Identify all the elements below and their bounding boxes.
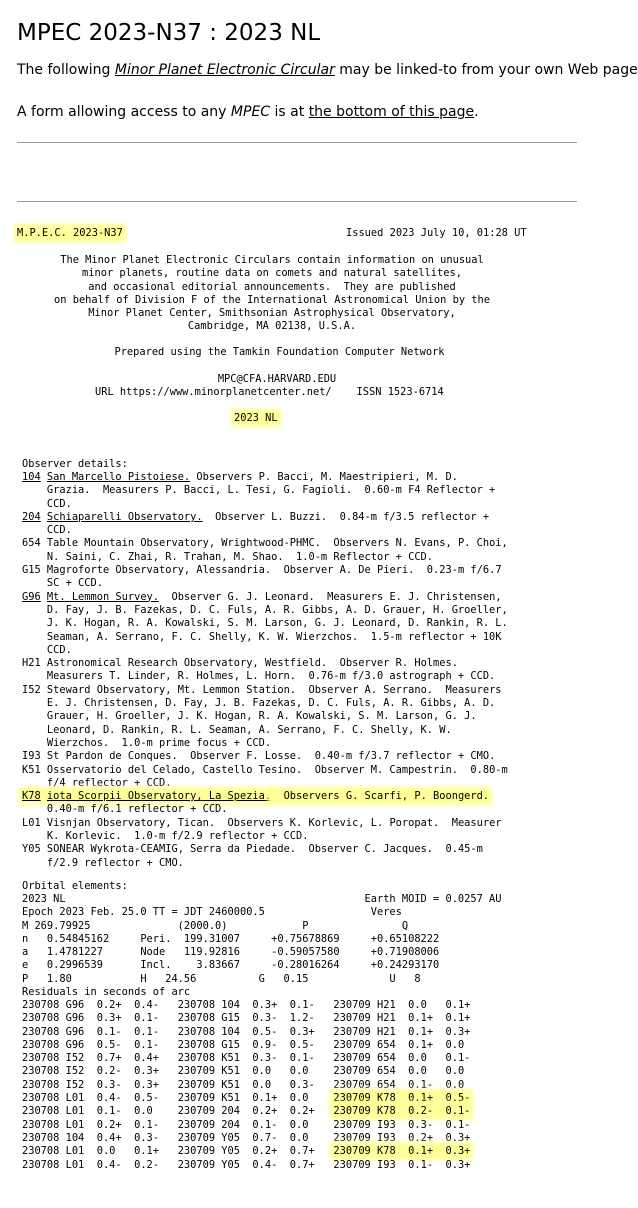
- url-issn-line: URL https://www.minorplanetcenter.net/ ISSN 1523-6714: [95, 386, 444, 398]
- residual-cell: 230708 G96 0.5- 0.1-: [22, 1038, 160, 1051]
- observatory-link[interactable]: 204 Schiaparelli Observatory.: [22, 510, 203, 523]
- residual-row: [22, 1052, 470, 1065]
- residual-cell: 230709 654 0.0 0.1-: [333, 1052, 471, 1065]
- observatory-name: 654 Table Mountain Observatory, Wrightwood-PHMC.: [22, 537, 321, 550]
- residual-row: [22, 1039, 470, 1052]
- residual-cell: 230708 L01 0.2+ 0.1-: [22, 1118, 160, 1131]
- intro2-text-mid: is at: [270, 104, 309, 120]
- residual-row: [22, 1145, 470, 1158]
- residual-cell: 230709 K78 0.1+ 0.5-: [333, 1092, 471, 1105]
- observer-entry: [22, 843, 508, 870]
- observer-details-text: Observers G. Scarfi, P. Boongerd. 0.40-m f/6.1 reflector + CCD.: [46, 790, 490, 816]
- observers-heading: Observer details:: [22, 458, 128, 470]
- preamble-line: The Minor Planet Electronic Circulars contain information on unusual: [60, 254, 484, 266]
- residual-cell: 230709 K51 0.0 0.0: [177, 1065, 315, 1078]
- residual-row: [22, 1065, 470, 1078]
- residual-row: [22, 1092, 470, 1105]
- residual-cell: 230709 I93 0.1- 0.3+: [333, 1158, 471, 1171]
- residual-cell: 230708 104 0.3+ 0.1-: [177, 999, 315, 1011]
- observatory-link[interactable]: G96 Mt. Lemmon Survey.: [22, 590, 160, 603]
- residuals-table: [22, 999, 470, 1172]
- intro-text-post: may be linked-to from your own Web page: [334, 62, 638, 78]
- email-line: MPC@CFA.HARVARD.EDU: [217, 373, 337, 385]
- prepared-line: Prepared using the Tamkin Foundation Computer Network: [114, 346, 445, 358]
- residual-cell: 230709 K78 0.2- 0.1-: [333, 1105, 471, 1118]
- mpec-info-link[interactable]: Minor Planet Electronic Circular: [114, 62, 335, 78]
- observer-details-text: Observer R. Holmes. Measurers T. Linder, R. Holmes, L. Horn. 0.76-m f/3.0 astrograph + CCD.: [46, 657, 496, 683]
- residual-cell: 230709 204 0.2+ 0.2+: [177, 1105, 315, 1118]
- residual-row: [22, 999, 470, 1012]
- residual-row: [22, 1012, 470, 1025]
- observer-entry: [22, 537, 508, 564]
- observer-details-text: Observer G. J. Leonard. Measurers E. J. Christensen, D. Fay, J. B. Fazekas, D. C. Fuls, A. R. Gibbs, A. D. Grauer, H. Groeller, J. K. Hogan, R. A. Kowalski, S. M. Larson, G. J. Leonard, D. Rankin, R. L. Seaman, A. Serrano, F. C. Shelly, K. W. Wierzchos. 1.5-m reflector + 10K CCD.: [46, 590, 508, 656]
- intro2-text-pre: A form allowing access to any: [17, 104, 231, 120]
- residual-cell: 230709 K51 0.1+ 0.0: [177, 1092, 315, 1105]
- observer-details-text: Observers K. Korlevic, L. Poropat. Measurer K. Korlevic. 1.0-m f/2.9 reflector + CCD.: [46, 816, 502, 843]
- residual-cell: 230708 L01 0.1- 0.0: [22, 1105, 160, 1118]
- residual-cell: 230709 K78 0.1+ 0.3+: [333, 1145, 471, 1158]
- orbital-line: e 0.2996539 Incl. 3.83667 -0.28016264 +0.24293170: [22, 959, 440, 972]
- preamble-line: Cambridge, MA 02138, U.S.A.: [187, 320, 357, 333]
- divider-1: [17, 142, 577, 143]
- observer-details-text: Observers P. Bacci, M. Maestripieri, M. D. Grazia. Measurers P. Bacci, L. Tesi, G. Fagioli. 0.60-m F4 Reflector + CCD.: [46, 471, 496, 510]
- observatory-name: Y05 SONEAR Wykrota-CEAMIG, Serra da Piedade.: [22, 843, 297, 856]
- residual-cell: 230708 G15 0.9- 0.5-: [177, 1038, 315, 1051]
- residual-cell: 230708 104 0.5- 0.3+: [177, 1025, 315, 1038]
- observatory-name: L01 Visnjan Observatory, Tican.: [22, 816, 216, 829]
- observer-details-text: Observer A. Serrano. Measurers E. J. Christensen, D. Fay, J. B. Fazekas, D. C. Fuls, A. R. Gibbs, A. D. Grauer, H. Groeller, J. K. Hogan, R. A. Kowalski, S. M. Larson, G. J. Leonard, D. Rankin, R. L. Seaman, A. Serrano, F. C. Shelly, K. W. Wierzchos. 1.0-m prime focus + CCD.: [46, 683, 502, 749]
- intro2-em: MPEC: [230, 104, 271, 120]
- observer-entry: [22, 684, 508, 750]
- observer-entry: [22, 564, 508, 591]
- preamble-text: [22, 254, 522, 334]
- residual-cell: 230708 L01 0.4- 0.5-: [22, 1092, 160, 1105]
- residual-cell: 230708 104 0.4+ 0.3-: [22, 1131, 160, 1144]
- residual-cell: 230708 G96 0.1- 0.1-: [22, 1025, 160, 1038]
- orbital-line: a 1.4781227 Node 119.92816 -0.59057580 +0.71908006: [22, 946, 440, 959]
- observer-details-text: Observer L. Buzzi. 0.84-m f/3.5 reflector + CCD.: [46, 510, 490, 537]
- residual-cell: 230708 I52 0.7+ 0.4+: [22, 1052, 160, 1065]
- residual-cell: 230709 I93 0.2+ 0.3+: [333, 1131, 471, 1144]
- observatory-name: I52 Steward Observatory, Mt. Lemmon Station.: [22, 683, 297, 696]
- residual-row: [22, 1026, 470, 1039]
- residual-cell: 230708 I52 0.3- 0.3+: [22, 1078, 160, 1091]
- observer-entry: [22, 511, 508, 538]
- residual-cell: 230709 K51 0.0 0.3-: [177, 1078, 315, 1091]
- residual-cell: 230709 Y05 0.2+ 0.7+: [177, 1145, 315, 1158]
- intro-line-2: [17, 104, 479, 120]
- orbital-line: Epoch 2023 Feb. 25.0 TT = JDT 2460000.5 Veres: [22, 906, 402, 919]
- issued-date: Issued 2023 July 10, 01:28 UT: [346, 227, 527, 239]
- residual-cell: 230709 654 0.0 0.0: [333, 1065, 471, 1078]
- preamble-line: Minor Planet Center, Smithsonian Astrophysical Observatory,: [88, 307, 456, 320]
- observer-entry: [22, 817, 508, 844]
- residual-row: [22, 1159, 470, 1172]
- observer-details-text: Observer M. Campestrin. 0.80-m f/4 reflector + CCD.: [46, 763, 508, 789]
- observatory-name: I93 St Pardon de Conques.: [22, 750, 178, 763]
- observatory-link[interactable]: 104 San Marcello Pistoiese.: [22, 471, 191, 483]
- residual-cell: 230709 I93 0.3- 0.1-: [333, 1118, 471, 1131]
- preamble-line: minor planets, routine data on comets and natural satellites,: [82, 267, 462, 280]
- residual-cell: 230708 L01 0.4- 0.2-: [22, 1158, 160, 1171]
- observer-details-text: Observer C. Jacques. 0.45-m f/2.9 reflector + CMO.: [46, 843, 483, 869]
- divider-2: [17, 201, 577, 202]
- residual-cell: 230709 H21 0.0 0.1+: [333, 999, 471, 1011]
- bottom-of-page-link[interactable]: the bottom of this page: [308, 104, 475, 120]
- residual-cell: 230708 K51 0.3- 0.1-: [177, 1052, 315, 1065]
- intro2-text-post: .: [474, 104, 479, 120]
- residual-cell: 230709 Y05 0.7- 0.0: [177, 1131, 315, 1144]
- observer-details-text: Observer F. Losse. 0.40-m f/3.7 reflector + CMO.: [177, 750, 496, 763]
- observer-entry: [22, 750, 508, 763]
- residual-row: [22, 1079, 470, 1092]
- observer-details-text: Observers N. Evans, P. Choi, N. Saini, C. Zhai, R. Trahan, M. Shao. 1.0-m Reflector + CCD.: [46, 537, 508, 563]
- residual-cell: 230708 G96 0.3+ 0.1-: [22, 1012, 160, 1025]
- page-title: MPEC 2023-N37 : 2023 NL: [17, 20, 321, 46]
- observer-entry: [22, 657, 508, 684]
- orbital-heading: Orbital elements:: [22, 880, 128, 892]
- observatory-link[interactable]: K78 iota Scorpii Observatory, La Spezia.: [22, 790, 272, 803]
- mpec-id: M.P.E.C. 2023-N37: [17, 227, 123, 239]
- residual-cell: 230709 654 0.1- 0.0: [333, 1078, 471, 1091]
- residuals-heading: Residuals in seconds of arc: [22, 986, 191, 998]
- observatory-name: H21 Astronomical Research Observatory, Westfield.: [22, 657, 328, 670]
- observatory-name: G15 Magroforte Observatory, Alessandria.: [22, 564, 272, 577]
- preamble-line: on behalf of Division F of the International Astronomical Union by the: [54, 293, 490, 306]
- observer-details: [22, 471, 508, 870]
- object-name: 2023 NL: [234, 412, 278, 424]
- intro-text-pre: The following: [17, 62, 115, 78]
- residual-cell: 230709 654 0.1+ 0.0: [333, 1038, 471, 1051]
- residual-cell: 230709 204 0.1- 0.0: [177, 1118, 315, 1131]
- observer-entry: [22, 591, 508, 657]
- residual-cell: 230708 I52 0.2- 0.3+: [22, 1065, 160, 1078]
- observer-entry: [22, 471, 508, 511]
- residual-cell: 230709 Y05 0.4- 0.7+: [177, 1158, 315, 1171]
- residual-cell: 230708 L01 0.0 0.1+: [22, 1145, 160, 1158]
- residual-cell: 230709 H21 0.1+ 0.1+: [333, 1012, 471, 1025]
- orbital-line: n 0.54845162 Peri. 199.31007 +0.75678869 +0.65108222: [22, 932, 440, 945]
- orbital-line: 2023 NL Earth MOID = 0.0257 AU: [22, 893, 502, 905]
- observer-entry: [22, 764, 508, 791]
- orbital-line: M 269.79925 (2000.0) P Q: [22, 919, 409, 932]
- residual-cell: 230709 H21 0.1+ 0.3+: [333, 1025, 471, 1038]
- orbital-elements: [22, 893, 502, 986]
- intro-line-1: [17, 62, 638, 78]
- observatory-name: K51 Osservatorio del Celado, Castello Tesino.: [22, 763, 303, 776]
- residual-cell: 230708 G96 0.2+ 0.4-: [22, 999, 160, 1011]
- orbital-line: P 1.80 H 24.56 G 0.15 U 8: [22, 972, 421, 985]
- observer-entry: [22, 790, 508, 817]
- residual-row: [22, 1119, 470, 1132]
- observer-details-text: Observer A. De Pieri. 0.23-m f/6.7 SC + CCD.: [46, 564, 502, 590]
- residual-cell: 230708 G15 0.3- 1.2-: [177, 1012, 315, 1025]
- residual-row: [22, 1132, 470, 1145]
- preamble-line: and occasional editorial announcements. They are published: [88, 280, 456, 293]
- residual-row: [22, 1105, 470, 1118]
